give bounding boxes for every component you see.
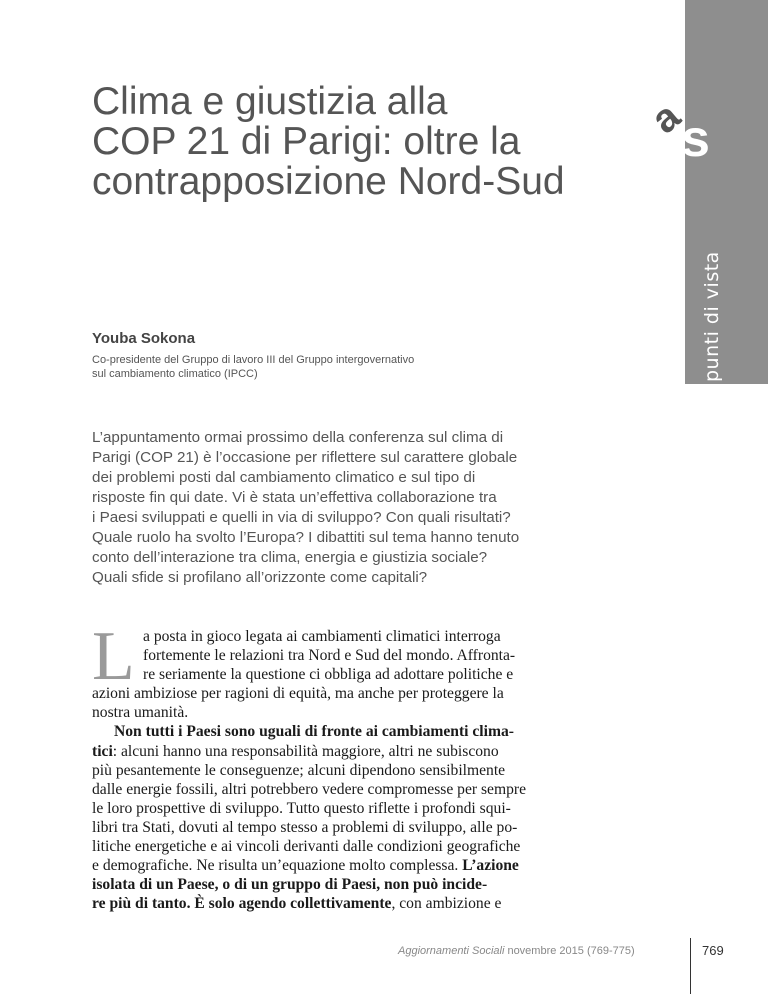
section-label: punti di vista <box>701 251 723 382</box>
drop-cap: L <box>92 618 135 695</box>
abstract-line: conto dell’interazione tra clima, energia e giustizia sociale? <box>92 549 488 566</box>
abstract <box>92 428 588 588</box>
author-name: Youba Sokona <box>92 330 196 347</box>
affiliation-line: Co-presidente del Gruppo di lavoro III del Gruppo intergovernativo <box>92 354 415 366</box>
article-title <box>92 82 652 202</box>
issue-info: novembre 2015 (769-775) <box>504 945 635 957</box>
affiliation-line: sul cambiamento climatico (IPCC) <box>92 368 258 380</box>
page-number: 769 <box>702 943 724 958</box>
body-line: libri tra Stati, dovuti al tempo stesso a problemi di sviluppo, alle po- <box>92 818 518 836</box>
body-line: tici: alcuni hanno una responsabilità maggiore, altri ne subiscono <box>92 742 499 760</box>
body-line: re più di tanto. È solo agendo collettivamente, con ambizione e <box>92 895 502 913</box>
abstract-line: i Paesi sviluppati e quelli in via di sviluppo? Con quali risultati? <box>92 509 511 526</box>
as-logo-icon <box>643 92 737 168</box>
body-line: azioni ambiziose per ragioni di equità, ma anche per proteggere la <box>92 685 504 703</box>
title-line: COP 21 di Parigi: oltre la <box>92 120 521 163</box>
body-line: fortemente le relazioni tra Nord e Sud del mondo. Affronta- <box>143 647 516 665</box>
title-line: Clima e giustizia alla <box>92 80 448 123</box>
body-line: re seriamente la questione ci obbliga ad adottare politiche e <box>143 666 514 684</box>
abstract-line: Quale ruolo ha svolto l’Europa? I dibattiti sul tema hanno tenuto <box>92 529 520 546</box>
logo-letter-a: a <box>643 94 689 143</box>
abstract-line: Quali sfide si profilano all’orizzonte come capitali? <box>92 569 428 586</box>
abstract-line: risposte fin qui date. Vi è stata un’effettiva collaborazione tra <box>92 489 497 506</box>
abstract-line: dei problemi posti dal cambiamento climatico e sul tipo di <box>92 469 476 486</box>
body-line: più pesantemente le conseguenze; alcuni dipendono sensibilmente <box>92 761 506 779</box>
body-line: le loro prospettive di sviluppo. Tutto questo riflette i profondi squi- <box>92 799 511 817</box>
abstract-line: Parigi (COP 21) è l’occasione per riflettere sul carattere globale <box>92 449 518 466</box>
body-line: dalle energie fossili, altri potrebbero vedere compromesse per sempre <box>92 780 527 798</box>
journal-name: Aggiornamenti Sociali <box>398 945 505 957</box>
abstract-line: L’appuntamento ormai prossimo della conferenza sul clima di <box>92 429 504 446</box>
body-line: Non tutti i Paesi sono uguali di fronte ai cambiamenti clima- <box>114 723 514 741</box>
body-text <box>92 627 588 913</box>
body-line: a posta in gioco legata ai cambiamenti climatici interroga <box>143 628 501 645</box>
body-line: isolata di un Paese, o di un gruppo di Paesi, non può incide- <box>92 876 488 894</box>
body-line: e demografiche. Ne risulta un’equazione molto complessa. L’azione <box>92 857 519 875</box>
body-line: litiche energetiche e ai vincoli derivanti dalle condizioni geografiche <box>92 838 521 856</box>
author-affiliation <box>92 353 612 381</box>
body-line: nostra umanità. <box>92 704 189 722</box>
footer-source <box>398 945 635 957</box>
title-line: contrapposizione Nord-Sud <box>92 160 565 203</box>
logo-letter-s: s <box>681 110 710 168</box>
footer-divider <box>690 938 691 994</box>
